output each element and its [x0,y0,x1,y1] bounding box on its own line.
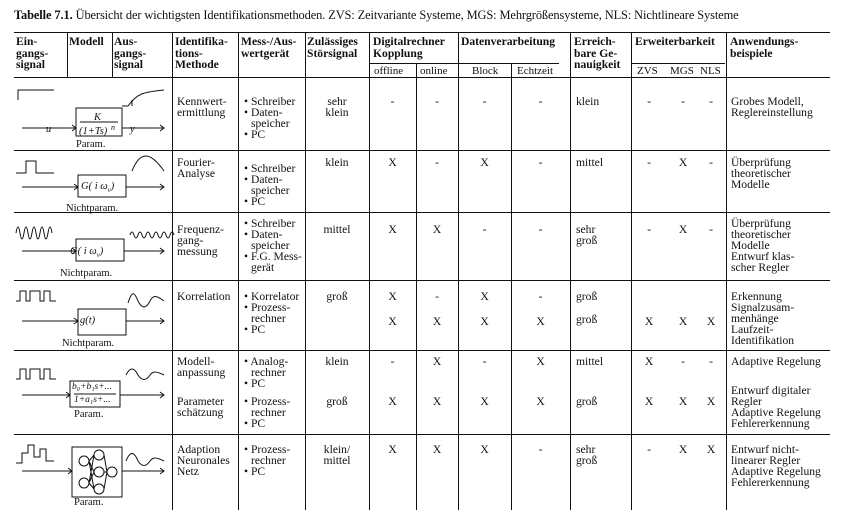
header-offline: offline [374,65,404,77]
row3-genauigkeit: sehr groß [576,223,598,247]
row6-block: X [480,443,489,456]
row5-nls: - [709,355,713,368]
row2-offline: X [388,156,397,169]
row6-genauigkeit: sehr groß [576,443,598,467]
row5-stoer-2: groß [326,395,348,408]
row1-offline: - [390,95,395,108]
row5-zvs: X [644,355,654,368]
row6-stoer: klein/ mittel [323,443,351,467]
rule-top [14,32,830,33]
row5-methode: Modell- anpassung [177,355,226,379]
row6-param: Param. [74,497,104,508]
header-genauigkeit: Erreich- bare Ge- nauigkeit [574,35,621,71]
row2-block: X [480,156,489,169]
row4-genauigkeit: groß [576,290,598,303]
row1-zvs: - [647,95,651,108]
row3-stoer: mittel [323,223,351,236]
row1-block-num: K [94,112,102,123]
row4-stoer: groß [326,290,348,303]
col-sep-4 [238,32,239,510]
row1-echtzeit: - [538,95,543,108]
row3-zvs: - [647,223,651,236]
col-sep-11 [631,32,632,510]
row2-anwendung: Überprüfung theoretischer Modelle [731,156,791,191]
row1-online: - [435,95,439,108]
table-caption [14,8,739,23]
col-sep-1 [67,32,68,77]
row1-genauigkeit: klein [576,95,600,108]
row5-mgs: - [681,355,685,368]
row5-anwendung: Adaptive Regelung [731,355,821,368]
row5-block-den: 1+a₁s+... [74,395,111,405]
row1-geraet: • Schreiber • Daten- speicher • PC [244,95,296,141]
row5-offline-2: X [388,395,397,408]
row5-geraet-2: • Prozess- rechner • PC [244,395,291,430]
row5-echtzeit-2: X [536,395,545,408]
row4-block-2: X [480,315,489,328]
row5-online-2: X [432,395,442,408]
row1-block-exp: n [111,123,115,132]
row2-param: Nichtparam. [66,203,119,214]
row1-y: y [130,124,135,135]
row5-nls-2: X [706,395,716,408]
row4-zvs: X [644,315,654,328]
row4-block: X [480,290,489,303]
row4-block: g(t) [80,315,96,326]
row4-param: Nichtparam. [62,338,115,349]
col-sep-7 [416,63,417,510]
header-modell: Modell [69,35,104,48]
row6-anwendung: Entwurf nicht- linearer Regler Adaptive Regelung Fehlererkennung [731,443,821,489]
rule-header-sub [370,63,559,64]
row5-block-num: b₀+b₁s+... [72,382,112,392]
row1-param: Param. [76,139,106,150]
row4-genauigkeit-2: groß [576,313,598,326]
row3-echtzeit: - [538,223,543,236]
row1-u: u [46,124,52,135]
row1-block-den: (1+Ts) [79,126,108,137]
row2-geraet: • Schreiber • Daten- speicher • PC [244,162,296,208]
row5-methode-2: Parameter schätzung [177,395,224,419]
row4-echtzeit-2: X [536,315,545,328]
header-messgeraet: Mess-/Aus- wertgerät [241,35,297,60]
row5-stoer: klein [325,355,349,368]
row5-online: X [432,355,442,368]
header-eingangssignal: Ein- gangs- signal [16,35,49,71]
header-online: online [420,65,448,77]
row6-offline: X [388,443,397,456]
row4-anwendung: Erkennung Signalzusam- menhänge Laufzeit- Identifikation [731,290,795,347]
row4-offline: X [388,290,397,303]
row2-stoer: klein [325,156,349,169]
row2-echtzeit: - [538,156,543,169]
col-sep-3 [172,32,173,510]
row4-nls: X [706,315,716,328]
row1-nls: - [709,95,713,108]
row4-geraet: • Korrelator • Prozess- rechner • PC [244,290,300,336]
row2-genauigkeit: mittel [576,156,604,169]
row3-block: G( i $\omega_v$) [70,246,104,260]
row5-param: Param. [74,409,104,420]
row5-offline: - [390,355,395,368]
row1-block: - [482,95,487,108]
header-kopplung: Digitalrechner Kopplung [373,35,445,60]
header-datenverarbeitung: Datenverarbeitung [461,35,556,48]
row4-offline-2: X [388,315,397,328]
header-zvs: ZVS [637,65,658,77]
header-block: Block [472,65,499,77]
row2-online: - [435,156,439,169]
row1-stoer: sehr klein [325,95,349,119]
header-stoersignal: Zulässiges Störsignal [307,35,358,60]
row6-echtzeit: - [538,443,543,456]
row3-methode: Frequenz- gang- messung [177,223,224,258]
row5-echtzeit: X [536,355,545,368]
row6-zvs: - [647,443,651,456]
row6-geraet: • Prozess- rechner • PC [244,443,291,478]
caption-number: Tabelle 7.1. [14,8,73,22]
row6-nls: X [706,443,716,456]
row5-geraet: • Analog- rechner • PC [244,355,289,390]
row3-geraet: • Schreiber • Daten- speicher • F.G. Mess- gerät [244,217,302,274]
row4-methode: Korrelation [177,290,231,303]
row3-nls: - [709,223,713,236]
header-erweiterbarkeit: Erweiterbarkeit [635,35,715,48]
row2-nls: - [709,156,713,169]
row5-anwendung-2: Entwurf digitaler Regler Adaptive Regelung Fehlererkennung [731,384,821,430]
row3-block: - [482,223,487,236]
row6-methode: Adaption Neuronales Netz [177,443,230,478]
col-sep-9 [511,63,512,510]
row1-methode: Kennwert- ermittlung [177,95,227,119]
caption-text: Übersicht der wichtigsten Identifikationsmethoden. ZVS: Zeitvariante Systeme, MGS: Mehrgrößensysteme, NLS: Nichtlineare Systeme [72,8,739,22]
header-echtzeit: Echtzeit [517,65,554,77]
row4-echtzeit: - [538,290,543,303]
row2-block: G( i $\omega_v$) [81,181,115,195]
header-ausgangssignal: Aus- gangs- signal [114,35,147,71]
row4-online-2: X [432,315,442,328]
col-sep-12 [726,32,727,510]
row3-mgs: X [678,223,688,236]
row3-param: Nichtparam. [60,268,113,279]
row4-online: - [435,290,439,303]
row2-methode: Fourier- Analyse [177,156,215,180]
row3-anwendung: Überprüfung theoretischer Modelle Entwurf klas- scher Regler [731,217,795,274]
col-sep-2 [112,32,113,77]
row4-mgs: X [678,315,688,328]
header-anwendung: Anwendungs- beispiele [730,35,799,60]
header-mgs: MGS [670,65,694,77]
row5-block-2: X [480,395,489,408]
rule-header-sub2 [632,63,725,64]
row5-block: - [482,355,487,368]
row6-mgs: X [678,443,688,456]
row3-online: X [432,223,442,236]
row5-mgs-2: X [678,395,688,408]
row6-online: X [432,443,442,456]
row5-genauigkeit: mittel [576,355,604,368]
row1-anwendung: Grobes Modell, Reglereinstellung [731,95,813,119]
row2-mgs: X [678,156,688,169]
row1-mgs: - [681,95,685,108]
row2-zvs: - [647,156,651,169]
col-sep-10 [570,32,571,510]
header-methode: Identifika- tions- Methode [175,35,228,71]
header-nls: NLS [700,65,721,77]
row5-zvs-2: X [644,395,654,408]
row3-offline: X [388,223,397,236]
row5-genauigkeit-2: groß [576,395,598,408]
